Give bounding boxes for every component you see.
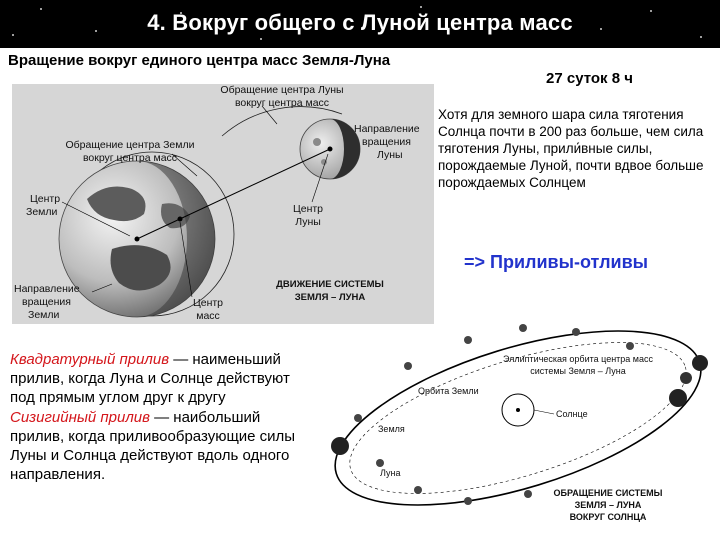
diagram2-caption	[554, 488, 663, 522]
slide-title: 4. Вокруг общего с Луной центра масс	[147, 10, 573, 35]
label-moon-center: Центр	[292, 203, 324, 215]
tidal-note: Хотя для земного шара сила тяготения Солнца почти в 200 раз больше, чем сила тяготения Луны, прили́вные силы, порождаемые Луной, почти вдвое больше порождаемых Солнцем	[438, 107, 704, 190]
label-earth-center: Земли	[26, 206, 58, 218]
moon-position-icon	[626, 342, 634, 350]
sun-orbit-diagram	[318, 318, 718, 533]
star	[260, 38, 262, 40]
label-moon-orbit: Обращение центра Луны	[220, 84, 344, 96]
earth-moon-diagram	[12, 84, 434, 324]
label-system: ДВИЖЕНИЕ СИСТЕМЫ	[276, 279, 384, 290]
label-mass-center: масс	[196, 310, 220, 322]
quadrature-tide-desc: — наименьший прилив, когда Луна и Солнце действуют под прямым углом друг к другу	[10, 351, 290, 407]
label-earth-orbit: Обращение центра Земли	[65, 139, 195, 151]
moon-position-icon	[524, 490, 532, 498]
moon-position-icon	[464, 336, 472, 344]
moon-center-dot	[328, 147, 333, 152]
moon-position-icon	[464, 497, 472, 505]
label-moon-rotation: Направление	[354, 123, 420, 135]
star	[420, 6, 422, 8]
label-ellipse: Эллиптическая орбита центра масс	[502, 354, 654, 364]
label-earth-rotation: Направление	[14, 283, 80, 295]
moon-position-icon	[680, 372, 692, 384]
syzygy-tide-desc: — наибольший прилив, когда приливообразующие силы Луны и Солнца действуют вдоль одного направления.	[10, 408, 296, 484]
label-moon-center: Луны	[295, 216, 321, 228]
title-bar	[0, 0, 720, 48]
earth-position-icon	[331, 437, 349, 455]
result-label: => Приливы-отливы	[464, 252, 649, 272]
label-caption: ОБРАЩЕНИЕ СИСТЕМЫ	[553, 488, 663, 498]
label-earth-orbit: Орбита Земли	[418, 386, 479, 396]
label-earth-orbit: вокруг центра масс	[82, 152, 178, 164]
slide-subtitle: Вращение вокруг единого центра масс Земля-Луна	[8, 52, 391, 69]
label-earth-center: Центр	[30, 193, 61, 205]
moon-position-icon	[519, 324, 527, 332]
star	[700, 36, 702, 38]
label-system: ЗЕМЛЯ – ЛУНА	[294, 292, 366, 303]
quadrature-tide-term: Квадратурный прилив	[10, 351, 170, 368]
moon-position-icon	[354, 414, 362, 422]
label-moon-rotation: Луны	[377, 149, 403, 161]
label-moon-orbit: вокруг центра масс	[234, 97, 330, 109]
moon-position-icon	[572, 328, 580, 336]
earth-position-icon	[669, 389, 687, 407]
sun-icon	[502, 394, 534, 426]
label-caption: ЗЕМЛЯ – ЛУНА	[574, 500, 642, 510]
moon-position-icon	[414, 486, 422, 494]
label-earth-rotation: вращения	[22, 296, 71, 308]
moon-position-icon	[376, 459, 384, 467]
syzygy-tide-term: Сизигийный прилив	[10, 408, 150, 426]
moon-position-icon	[404, 362, 412, 370]
label-sun: Солнце	[556, 409, 588, 419]
tides-description	[10, 350, 315, 484]
label-ellipse: системы Земля – Луна	[530, 366, 626, 376]
earth-position-icon	[692, 355, 708, 371]
label-moon: Луна	[380, 468, 401, 478]
period-label: 27 суток 8 ч	[546, 70, 633, 87]
label-mass-center: Центр	[192, 297, 224, 309]
label-earth: Земля	[378, 424, 405, 434]
earth-center-dot	[135, 237, 140, 242]
label-moon-rotation: вращения	[362, 136, 411, 148]
label-caption: ВОКРУГ СОЛНЦА	[569, 512, 647, 522]
mass-center-dot	[178, 217, 183, 222]
label-earth-rotation: Земли	[28, 309, 60, 321]
leader-line	[534, 410, 554, 414]
